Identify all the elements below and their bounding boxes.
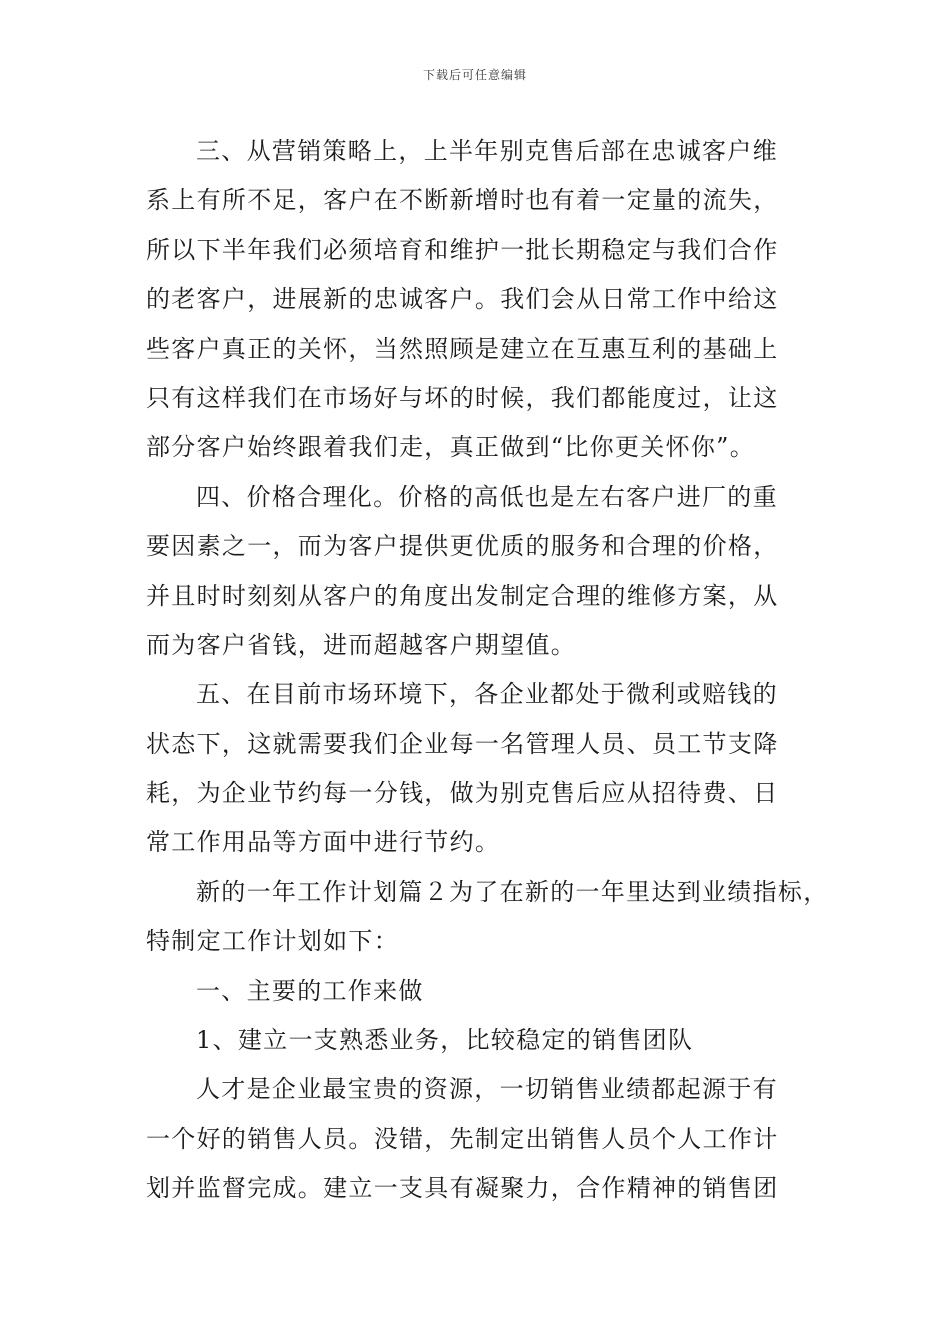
text-line: 部分客户始终跟着我们走，真正做到“比你更关怀你”。 — [146, 433, 756, 462]
text-line: 五、在目前市场环境下，各企业都处于微利或赔钱的 — [196, 680, 778, 709]
text-line: 只有这样我们在市场好与坏的时候，我们都能度过，让这 — [146, 383, 779, 412]
text-line: 常工作用品等方面中进行节约。 — [146, 828, 501, 857]
text-line: 系上有所不足，客户在不断新增时也有着一定量的流失， — [146, 186, 779, 215]
text-line: 耗，为企业节约每一分钱，做为别克售后应从招待费、日 — [146, 779, 779, 808]
text-line: 的老客户，进展新的忠诚客户。我们会从日常工作中给这 — [146, 285, 779, 314]
document-body — [146, 127, 829, 1214]
subsection-heading: 1、建立一支熟悉业务，比较稳定的销售团队 — [196, 1026, 694, 1055]
text-line: 并且时时刻刻从客户的角度出发制定合理的维修方案，从 — [146, 581, 779, 610]
text-line: 些客户真正的关怀，当然照顾是建立在互惠互利的基础上 — [146, 334, 779, 363]
text-line: 而为客户省钱，进而超越客户期望值。 — [146, 630, 577, 659]
text-line: 所以下半年我们必须培育和维护一批长期稳定与我们合作 — [146, 235, 779, 264]
text-line: 状态下，这就需要我们企业每一名管理人员、员工节支降 — [146, 729, 779, 758]
text-line: 特制定工作计划如下： — [146, 927, 399, 956]
text-line: 三、从营销策略上，上半年别克售后部在忠诚客户维 — [196, 137, 778, 165]
text-line: 人才是企业最宝贵的资源，一切销售业绩都起源于有 — [196, 1075, 778, 1104]
text-line: 要因素之一，而为客户提供更优质的服务和合理的价格， — [146, 532, 779, 561]
text-line: 划并监督完成。建立一支具有凝聚力，合作精神的销售团 — [146, 1174, 779, 1203]
text-line: 一个好的销售人员。没错，先制定出销售人员个人工作计 — [146, 1124, 779, 1153]
text-line: 新的一年工作计划篇２为了在新的一年里达到业绩指标， — [196, 877, 829, 906]
section-heading: 一、主要的工作来做 — [196, 976, 424, 1005]
text-line: 四、价格合理化。价格的高低也是左右客户进厂的重 — [196, 482, 778, 511]
header-note: 下载后可任意编辑 — [422, 68, 527, 82]
